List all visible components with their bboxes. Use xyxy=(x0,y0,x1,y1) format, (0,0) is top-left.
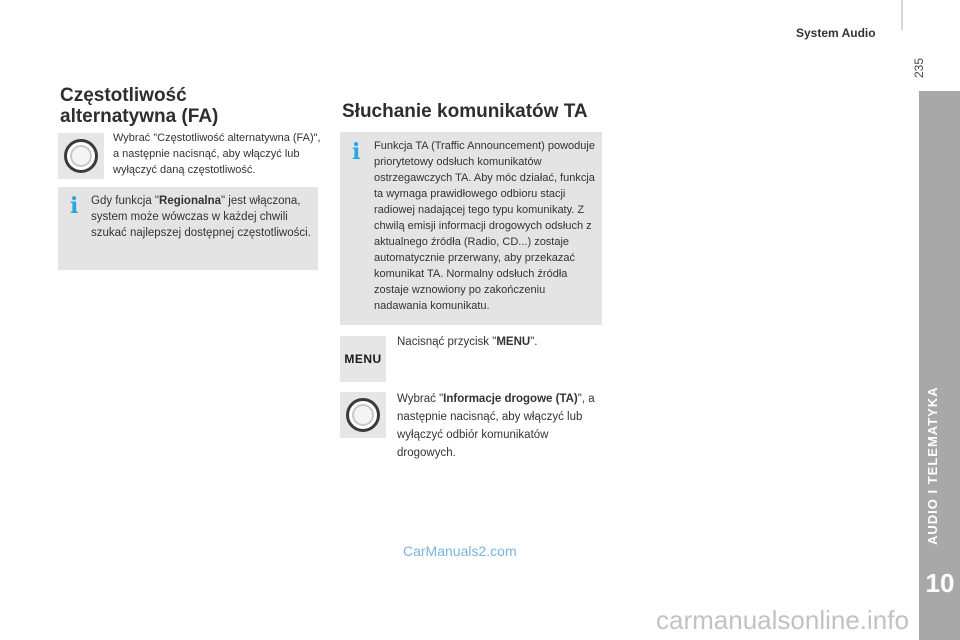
info-icon: i xyxy=(352,139,361,165)
chapter-label: AUDIO I TELEMATYKA xyxy=(925,386,940,545)
rotary-knob-icon xyxy=(340,392,386,438)
rotary-knob-icon xyxy=(58,133,104,179)
ta-info-text: Funkcja TA (Traffic Announcement) powoduje priorytetowy odsłuch komunikatów ostrzegawczych TA. Aby móc działać, funkcja ta wymaga prawidłowego odbioru stacji radiowej nadającej tego typu komunikaty. Z chwilą emisji informacji drogowych odsłuch z aktualnego źródła (Radio, CD...) zostaje automatycznie przerwany, aby przekazać komunikat TA. Normalny odsłuch źródła zostaje wznowiony po zakończeniu nadawania komunikatu. xyxy=(374,140,595,312)
chapter-number: 10 xyxy=(925,568,955,598)
fa-step-text: Wybrać "Częstotliwość alternatywna (FA)", a następnie nacisnąć, aby włączyć lub wyłączyć daną częstotliwość. xyxy=(113,132,321,176)
footer-url: carmanualsonline.info xyxy=(656,605,909,635)
fa-info-text: Gdy funkcja "Regionalna" jest włączona, system może wówczas w każdej chwili szukać najlepszej dostępnej częstotliwości. xyxy=(91,195,311,239)
ta-step-text: Wybrać "Informacje drogowe (TA)", a następnie nacisnąć, aby włączyć lub wyłączyć odbiór komunikatów drogowych. xyxy=(397,393,595,459)
page-number: 235 xyxy=(912,57,926,78)
menu-button-icon: MENU xyxy=(340,336,386,382)
chapter-side-tab xyxy=(919,91,960,640)
fa-section-title: Częstotliwość alternatywna (FA) xyxy=(60,85,219,127)
header-divider xyxy=(901,0,903,30)
menu-step-text: Nacisnąć przycisk "MENU". xyxy=(397,336,538,348)
info-icon: i xyxy=(70,193,79,219)
header-title: System Audio xyxy=(796,26,876,40)
fa-info-bold: Regionalna xyxy=(159,195,221,207)
watermark-text: CarManuals2.com xyxy=(403,543,517,559)
ta-section-title: Słuchanie komunikatów TA xyxy=(342,101,588,122)
